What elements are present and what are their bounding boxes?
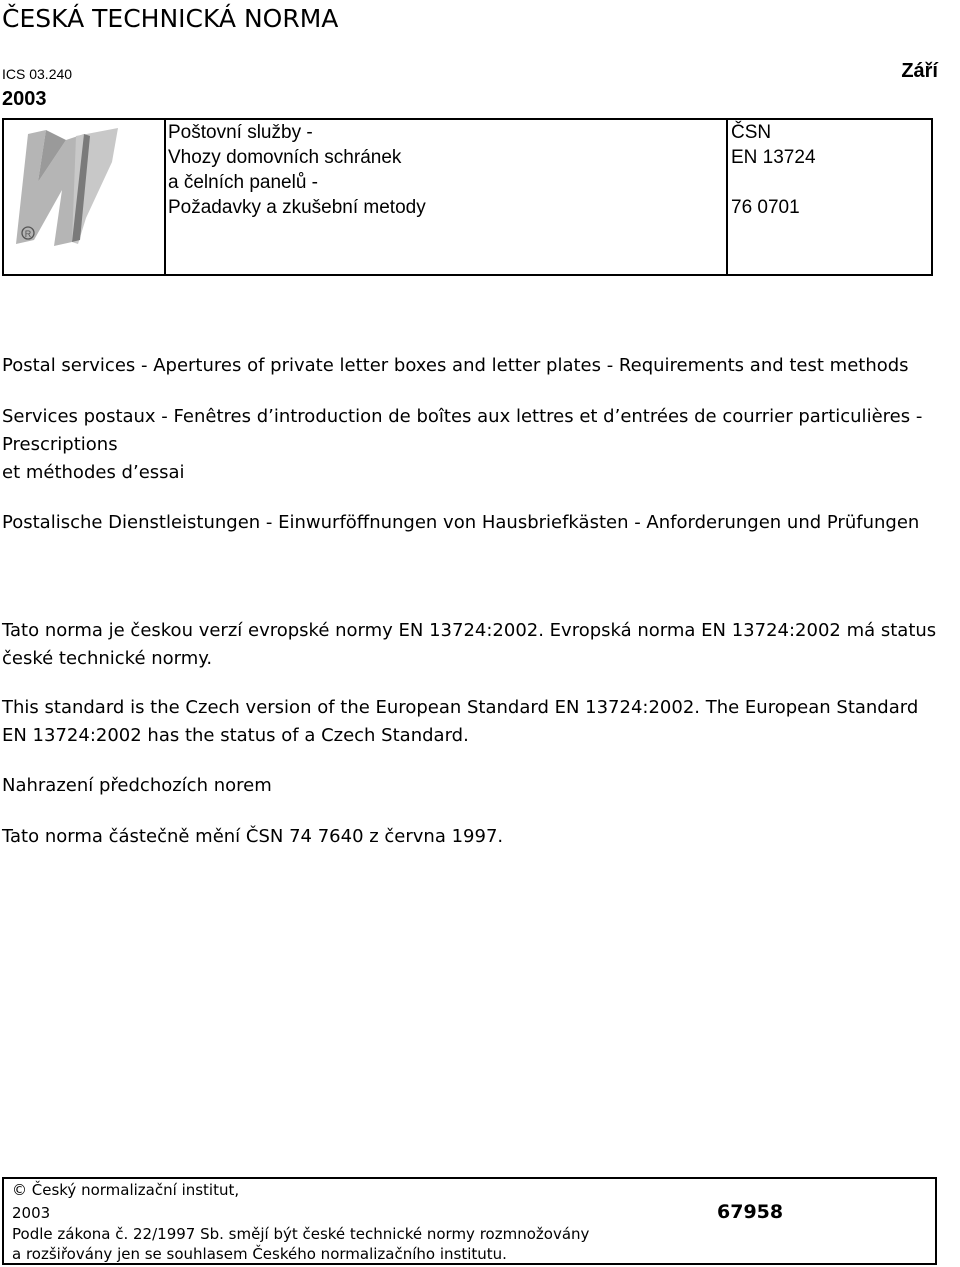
ics-code: ICS 03.240 — [2, 66, 73, 82]
czech-title-line: Požadavky a zkušební metody — [168, 197, 426, 218]
catalog-number: 67958 — [717, 1201, 784, 1223]
copyright-line: © Český normalizační institut, — [12, 1181, 240, 1199]
column-divider — [164, 120, 166, 274]
french-title-line: et méthodes d’essai — [2, 462, 185, 483]
czech-title-line: Vhozy domovních schránek — [168, 147, 402, 168]
csn-logo-icon — [6, 122, 156, 257]
french-title-line: Services postaux - Fenêtres d’introduction de boîtes aux lettres et d’entrées de courrier particulières - — [2, 406, 923, 427]
german-title: Postalische Dienstleistungen - Einwurföffnungen von Hausbriefkästen - Anforderungen und Prüfungen — [2, 512, 920, 533]
en-number: EN 13724 — [731, 147, 816, 168]
svg-text:R: R — [24, 229, 32, 239]
czech-status-line: Tato norma je českou verzí evropské normy EN 13724:2002. Evropská norma EN 13724:2002 má status — [2, 620, 937, 641]
column-divider — [726, 120, 728, 274]
designation: ČSN — [731, 122, 772, 143]
english-status-line: This standard is the Czech version of the European Standard EN 13724:2002. The European Standard — [2, 697, 919, 718]
publication-year: 2003 — [2, 88, 47, 110]
law-notice-line: a rozšiřovány jen se souhlasem Českého normalizačního institutu. — [12, 1245, 507, 1263]
french-title-line: Prescriptions — [2, 434, 118, 455]
title-block — [2, 118, 933, 276]
class-number: 76 0701 — [731, 197, 800, 218]
czech-status-line: české technické normy. — [2, 648, 213, 669]
copyright-footer — [2, 1177, 937, 1265]
law-notice-line: Podle zákona č. 22/1997 Sb. smějí být české technické normy rozmnožovány — [12, 1225, 590, 1243]
czech-title-line: Poštovní služby - — [168, 122, 313, 143]
copyright-year: 2003 — [12, 1204, 51, 1222]
czech-title-line: a čelních panelů - — [168, 172, 318, 193]
english-status-line: EN 13724:2002 has the status of a Czech Standard. — [2, 725, 469, 746]
english-title: Postal services - Apertures of private letter boxes and letter plates - Requirements and test methods — [2, 355, 909, 376]
norm-heading: ČESKÁ TECHNICKÁ NORMA — [2, 4, 339, 33]
replacement-text: Tato norma částečně mění ČSN 74 7640 z června 1997. — [2, 826, 504, 847]
replacement-heading: Nahrazení předchozích norem — [2, 775, 272, 796]
publication-month: Září — [901, 60, 938, 82]
